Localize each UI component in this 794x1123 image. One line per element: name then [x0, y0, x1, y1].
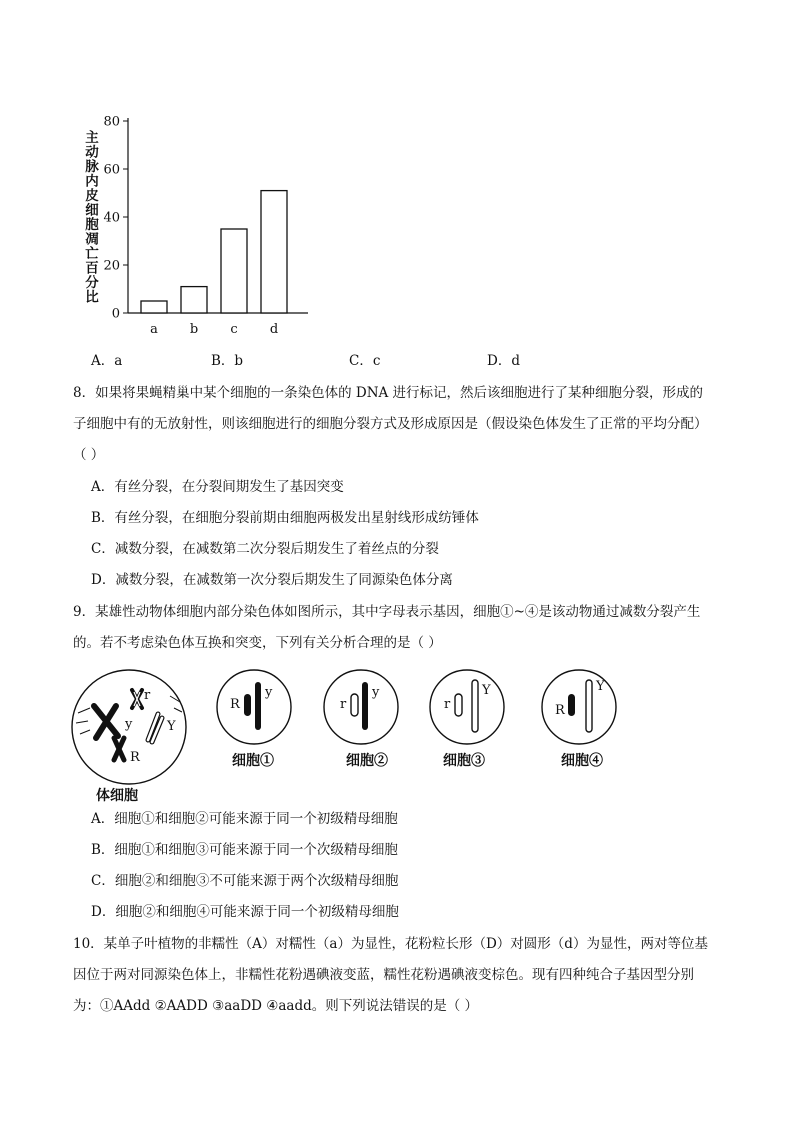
chromosome-Y: [148, 714, 162, 742]
gene-label: y: [265, 685, 273, 700]
q9-option-a: A．细胞①和细胞②可能来源于同一个初级精母细胞: [91, 811, 398, 827]
q9-stem-line-2: 的。若不考虑染色体互换和突变，下列有关分析合理的是（ ）: [73, 635, 442, 651]
x-tick-label: a: [150, 322, 158, 337]
q8-stem-line-3: （ ）: [73, 447, 105, 463]
cell-1-diagram: [215, 668, 293, 746]
q8-stem-line-2: 子细胞中有的无放射性，则该细胞进行的细胞分裂方式及形成原因是（假设染色体发生了正常的平均分配）: [73, 416, 708, 432]
q7-option-c: C．c: [349, 353, 381, 369]
q9-option-c: C．细胞②和细胞③不可能来源于两个次级精母细胞: [91, 873, 399, 889]
q9-option-b: B．细胞①和细胞③可能来源于同一个次级精母细胞: [91, 842, 398, 858]
q9-option-d: D．细胞②和细胞④可能来源于同一个初级精母细胞: [91, 904, 399, 920]
gene-label: Y: [596, 679, 605, 694]
body-cell-diagram: [70, 668, 188, 786]
x-tick-label: d: [269, 322, 279, 337]
q7-option-b: B．b: [211, 353, 244, 369]
bar-c: [221, 229, 247, 313]
cell-3-caption: 细胞③: [443, 753, 485, 769]
y-axis-label: 主动脉内皮细胞凋亡百分比: [82, 130, 98, 304]
gene-label: Y: [167, 719, 176, 734]
cell-2-diagram: [322, 668, 400, 746]
q8-option-a: A．有丝分裂，在分裂间期发生了基因突变: [91, 479, 344, 495]
y-tick-label: 0: [111, 306, 120, 322]
gene-label: r: [340, 697, 347, 712]
chromosome-R: [114, 738, 124, 760]
q8-option-d: D．减数分裂，在减数第一次分裂后期发生了同源染色体分离: [91, 572, 453, 588]
bar-d: [261, 191, 287, 313]
gene-label: R: [230, 697, 240, 712]
q8-option-c: C．减数分裂，在减数第二次分裂后期发生了着丝点的分裂: [91, 541, 439, 557]
q7-option-a: A．a: [91, 353, 123, 369]
gene-label: y: [372, 685, 380, 700]
x-tick-label: c: [230, 322, 238, 337]
x-tick-label: b: [189, 322, 199, 337]
gene-label: R: [555, 703, 565, 718]
y-tick-label: 60: [103, 162, 120, 178]
bar-a: [141, 301, 167, 313]
q10-stem-line-3: 为：①AAdd ②AADD ③aaDD ④aadd。则下列说法错误的是（ ）: [73, 998, 479, 1014]
q8-option-b: B．有丝分裂，在细胞分裂前期由细胞两极发出星射线形成纺锤体: [91, 510, 479, 526]
q10-stem-line-2: 因位于两对同源染色体上，非糯性花粉遇碘液变蓝，糯性花粉遇碘液变棕色。现有四种纯合子基因型分别: [73, 967, 694, 983]
cell-2-caption: 细胞②: [346, 753, 388, 769]
body-cell-caption: 体细胞: [96, 788, 138, 804]
cell-4-caption: 细胞④: [561, 753, 603, 769]
bar-b: [181, 287, 207, 313]
gene-label: r: [444, 697, 451, 712]
gene-label: R: [130, 750, 140, 765]
gene-label: y: [125, 717, 133, 732]
q7-option-d: D．d: [487, 353, 520, 369]
y-tick-label: 20: [103, 258, 120, 274]
apoptosis-bar-chart: [60, 108, 330, 348]
cell-1-caption: 细胞①: [232, 753, 274, 769]
q9-stem-line-1: 9．某雄性动物体细胞内部分染色体如图所示，其中字母表示基因，细胞①~④是该动物通过减数分裂产生: [73, 604, 701, 620]
gene-label: r: [144, 688, 151, 703]
gene-label: Y: [482, 683, 491, 698]
chromosome-y-left: [94, 706, 118, 738]
cell-4-diagram: [540, 668, 618, 746]
chromosome-r: [132, 690, 142, 708]
q10-stem-line-1: 10．某单子叶植物的非糯性（A）对糯性（a）为显性，花粉粒长形（D）对圆形（d）为显性，两对等位基: [73, 936, 708, 952]
cell-3-diagram: [428, 668, 506, 746]
y-tick-label: 80: [103, 114, 120, 130]
q8-stem-line-1: 8．如果将果蝇精巢中某个细胞的一条染色体的 DNA 进行标记，然后该细胞进行了某种细胞分裂，形成的: [73, 385, 704, 401]
y-tick-label: 40: [103, 210, 120, 226]
